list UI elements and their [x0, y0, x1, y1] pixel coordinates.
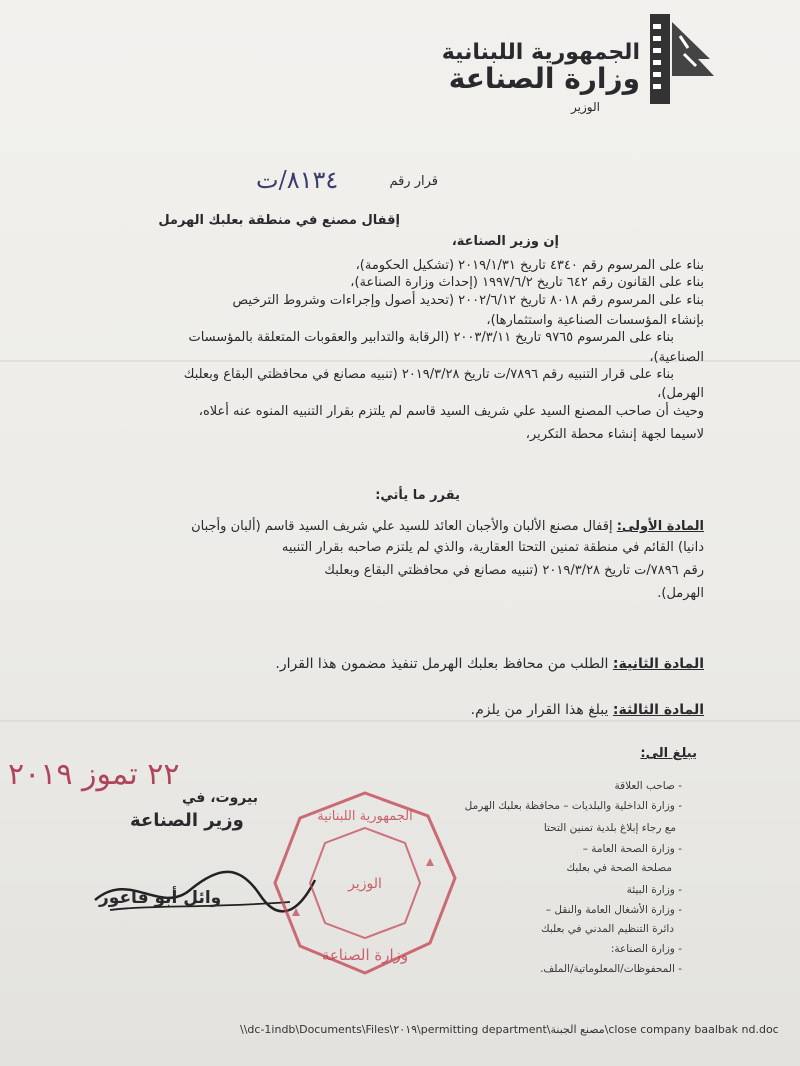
preamble-line: بناء على المرسوم ٩٧٦٥ تاريخ ٢٠٠٣/٣/١١ (الرقابة والتدابير والعقوبات المتعلقة بالمؤسسات: [188, 330, 674, 345]
preamble-line: بناء على قرار التنبيه رقم ٧٨٩٦/ت تاريخ ٢٠١٩/٣/٢٨ (تنبيه مصانع في محافظتي البقاع وبعلبك: [183, 367, 674, 382]
article-2: [275, 656, 704, 672]
preamble-line: بناء على المرسوم رقم ٨٠١٨ تاريخ ٢٠٠٢/٦/١٢ (تحديد أصول وإجراءات وشروط الترخيص: [232, 293, 704, 308]
send-to-label: يبلغ الى:: [640, 746, 697, 761]
preamble-line: بإنشاء المؤسسات الصناعية واستثمارها)،: [486, 313, 704, 328]
recipient-item: - وزارة البيئة: [626, 884, 682, 896]
article-1-text: رقم ٧٨٩٦/ت تاريخ ٢٠١٩/٣/٢٨ (تنبيه مصانع في محافظتي البقاع وبعلبك: [324, 563, 704, 578]
cedar-logo: [640, 14, 720, 104]
paper-fold: [0, 720, 800, 722]
decides-heading: يقرر ما يأتي:: [375, 488, 460, 503]
article-1-label: المادة الأولى:: [616, 519, 704, 534]
recipient-item: مع رجاء إبلاغ بلدية تمنين التحتا: [543, 822, 676, 834]
article-3-label: المادة الثالثة:: [612, 702, 704, 718]
recipient-item: - وزارة الأشغال العامة والنقل –: [545, 904, 682, 916]
footer-file-path: \\dc-1indb\Documents\Files\٢٠١٩\permitting department\مصنع الجبنة\close company baalbak nd.doc: [240, 1023, 779, 1036]
article-3: [471, 702, 704, 718]
recipient-item: - وزارة الداخلية والبلديات – محافظة بعلبك الهرمل: [464, 800, 682, 812]
article-1-text: الهرمل).: [657, 586, 704, 601]
signature-place: بيروت، في: [182, 790, 258, 806]
recipient-item: دائرة التنظيم المدني في بعلبك: [540, 923, 674, 935]
recipient-item: - المحفوظات/المعلوماتية/الملف.: [540, 963, 682, 975]
recipient-item: - صاحب العلاقة: [614, 780, 682, 792]
preamble-line: بناء على القانون رقم ٦٤٢ تاريخ ١٩٩٧/٦/٢ (إحداث وزارة الصناعة)،: [350, 275, 704, 290]
preamble-line: الهرمل)،: [657, 386, 704, 401]
article-2-text: الطلب من محافظ بعلبك الهرمل تنفيذ مضمون هذا القرار.: [275, 656, 609, 672]
recipient-item: - وزارة الصناعة:: [610, 943, 682, 955]
header-republic: الجمهورية اللبنانية: [441, 40, 640, 65]
article-1-text: إقفال مصنع الألبان والأجبان العائد للسيد علي شريف السيد قاسم (ألبان وأجبان: [191, 519, 613, 534]
article-2-label: المادة الثانية:: [612, 656, 704, 672]
preamble-line: الصناعية)،: [649, 350, 704, 365]
preamble-line: لاسيما لجهة إنشاء محطة التكرير،: [525, 427, 704, 442]
article-1: [191, 519, 704, 534]
preamble-line: إن وزير الصناعة،: [451, 234, 559, 249]
preamble-line: وحيث أن صاحب المصنع السيد علي شريف السيد قاسم لم يلتزم بقرار التنبيه المنوه عنه أعلاه،: [198, 404, 704, 419]
official-stamp-icon: [270, 788, 460, 978]
decision-number-handwritten: ٨١٣٤/ت: [256, 166, 339, 194]
stamp-bottom-text: وزارة الصناعة: [321, 946, 409, 964]
article-1-text: دانيا) القائم في منطقة تمنين التحتا العقارية، والذي لم يلتزم صاحبه بقرار التنبيه: [281, 540, 704, 555]
article-3-text: يبلغ هذا القرار من يلزم.: [470, 702, 609, 718]
recipient-item: - وزارة الصحة العامة –: [582, 843, 682, 855]
minister-name: وائل أبو فاعور: [99, 888, 222, 908]
recipient-item: مصلحة الصحة في بعلبك: [566, 862, 672, 874]
header-minister: الوزير: [571, 100, 600, 114]
handwritten-date: ٢٢ تموز ٢٠١٩: [8, 757, 180, 792]
preamble-line: بناء على المرسوم رقم ٤٣٤٠ تاريخ ٢٠١٩/١/٣١ (تشكيل الحكومة)،: [355, 258, 704, 273]
decision-subject: إقفال مصنع في منطقة بعلبك الهرمل: [158, 213, 400, 228]
decision-number-label: قرار رقم: [389, 174, 438, 189]
minister-title: وزير الصناعة: [130, 810, 244, 831]
header-ministry: وزارة الصناعة: [448, 62, 640, 95]
stamp-center-text: الوزير: [348, 876, 382, 892]
stamp-top-text: الجمهورية اللبنانية: [317, 809, 413, 824]
